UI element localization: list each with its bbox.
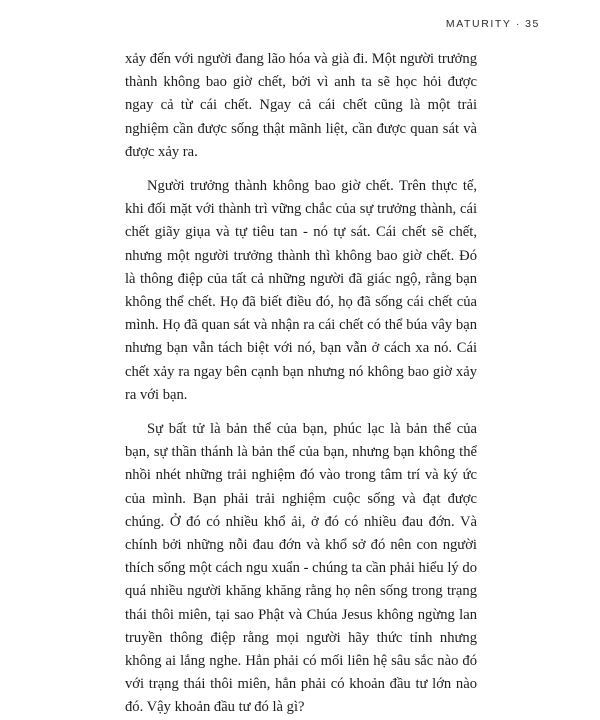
running-head-title: MATURITY [445, 18, 512, 30]
running-head-separator: · [515, 18, 521, 30]
page-number: 35 [525, 18, 540, 30]
running-head [446, 18, 540, 30]
body-text [125, 48, 477, 720]
paragraph: Sự bất tử là bản thể của bạn, phúc lạc là bản thể của bạn, sự thần thánh là bản thể của bạn, nhưng bạn không thể nhồi nhét những trải nghiệm đó vào trong tâm trí và ký ức của mình. Bạn phải trải nghiệm cuộc sống và đạt được chúng. Ở đó có nhiều khổ ải, ở đó có nhiều đau đớn. Và chính bởi những nỗi đau đớn và khổ sở đó nên con người thích sống một cách ngu xuẩn - chúng ta cần phải hiểu lý do quá nhiều người khăng khăng rằng họ nên sống trong trạng thái thôi miên, tại sao Phật và Chúa Jesus không ngừng lan truyền thông điệp rằng mọi người hãy thức tỉnh nhưng không ai lắng nghe. Hẳn phải có mối liên hệ sâu sắc nào đó với trạng thái thôi miên, hẳn phải có khoản đầu tư lớn nào đó. Vậy khoản đầu tư đó là gì? [125, 421, 477, 716]
paragraph: Người trưởng thành không bao giờ chết. Trên thực tế, khi đối mặt với thành trì vững chắc của sự trưởng thành, cái chết giãy giụa và tự tiêu tan - nó tự sát. Cái chết sẽ chết, nhưng một người trưởng thành thì không bao giờ chết. Đó là thông điệp của tất cả những người đã giác ngộ, rằng bạn không thể chết. Họ đã biết điều đó, họ đã sống cái chết của mình. Họ đã quan sát và nhận ra cái chết có thể búa vây bạn nhưng bạn vẫn tách biệt với nó, bạn vẫn ở cách xa nó. Cái chết xảy ra ngay bên cạnh bạn nhưng nó không bao giờ xảy ra với bạn. [125, 178, 477, 403]
paragraph: xảy đến với người đang lão hóa và già đi. Một người trưởng thành không bao giờ chết, bởi vì anh ta sẽ học hỏi được ngay cả từ cái chết. Ngay cả cái chết cũng là một trải nghiệm cần được sống thật mãnh liệt, cần được quan sát và được xảy ra. [125, 51, 477, 160]
